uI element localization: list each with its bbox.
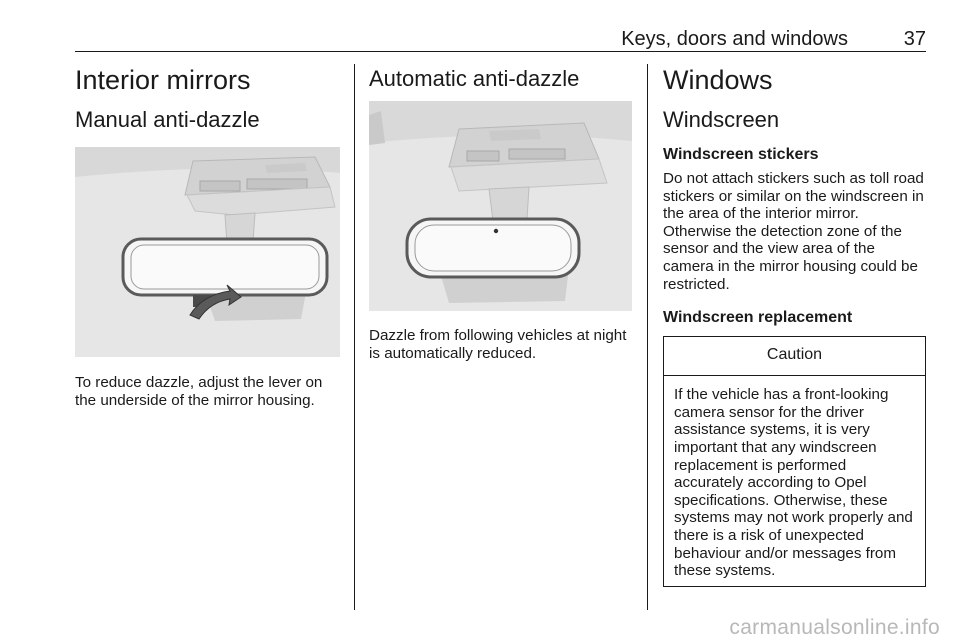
- caution-text: If the vehicle has a front-looking camera sensor for the driver assistance systems, it is very important that any windscreen replacement is performed accurately according to Opel specifications. Otherwise, these systems may not work properly and there is a risk of unexpected behaviour and/or messages from these systems.: [674, 386, 913, 580]
- subheading-manual-anti-dazzle: Manual anti-dazzle: [75, 107, 260, 132]
- heading-windows: Windows: [663, 65, 773, 95]
- heading-windscreen-stickers: Windscreen stickers: [663, 146, 819, 163]
- column-divider: [354, 64, 355, 610]
- manual-anti-dazzle-text: To reduce dazzle, adjust the lever on the underside of the mirror housing.: [75, 374, 323, 409]
- windscreen-stickers-text: Do not attach stickers such as toll road stickers or similar on the windscreen in the area of the interior mirror. Otherwise the detection zone of the sensor and the view area of the camera in the mirror housing could be restricted.: [663, 170, 924, 293]
- heading-windscreen-replacement: Windscreen replacement: [663, 309, 853, 327]
- column-divider: [647, 64, 648, 610]
- automatic-anti-dazzle-text: Dazzle from following vehicles at night is automatically reduced.: [369, 327, 627, 362]
- caution-title: Caution: [664, 337, 925, 376]
- caution-box: [663, 336, 926, 587]
- heading-automatic-anti-dazzle: Automatic anti-dazzle: [369, 66, 580, 91]
- section-title: Keys, doors and windows: [621, 28, 848, 50]
- watermark: carmanualsonline.info: [729, 616, 940, 639]
- automatic-mirror-illustration: [369, 101, 632, 311]
- page-header: [75, 27, 926, 52]
- heading-interior-mirrors: Interior mirrors: [75, 65, 251, 95]
- page-number: 37: [903, 28, 926, 50]
- subheading-windscreen: Windscreen: [663, 107, 780, 132]
- column-automatic-anti-dazzle: [369, 64, 632, 362]
- column-windows: [663, 64, 926, 587]
- manual-mirror-illustration: [75, 147, 340, 357]
- column-interior-mirrors: [75, 64, 340, 409]
